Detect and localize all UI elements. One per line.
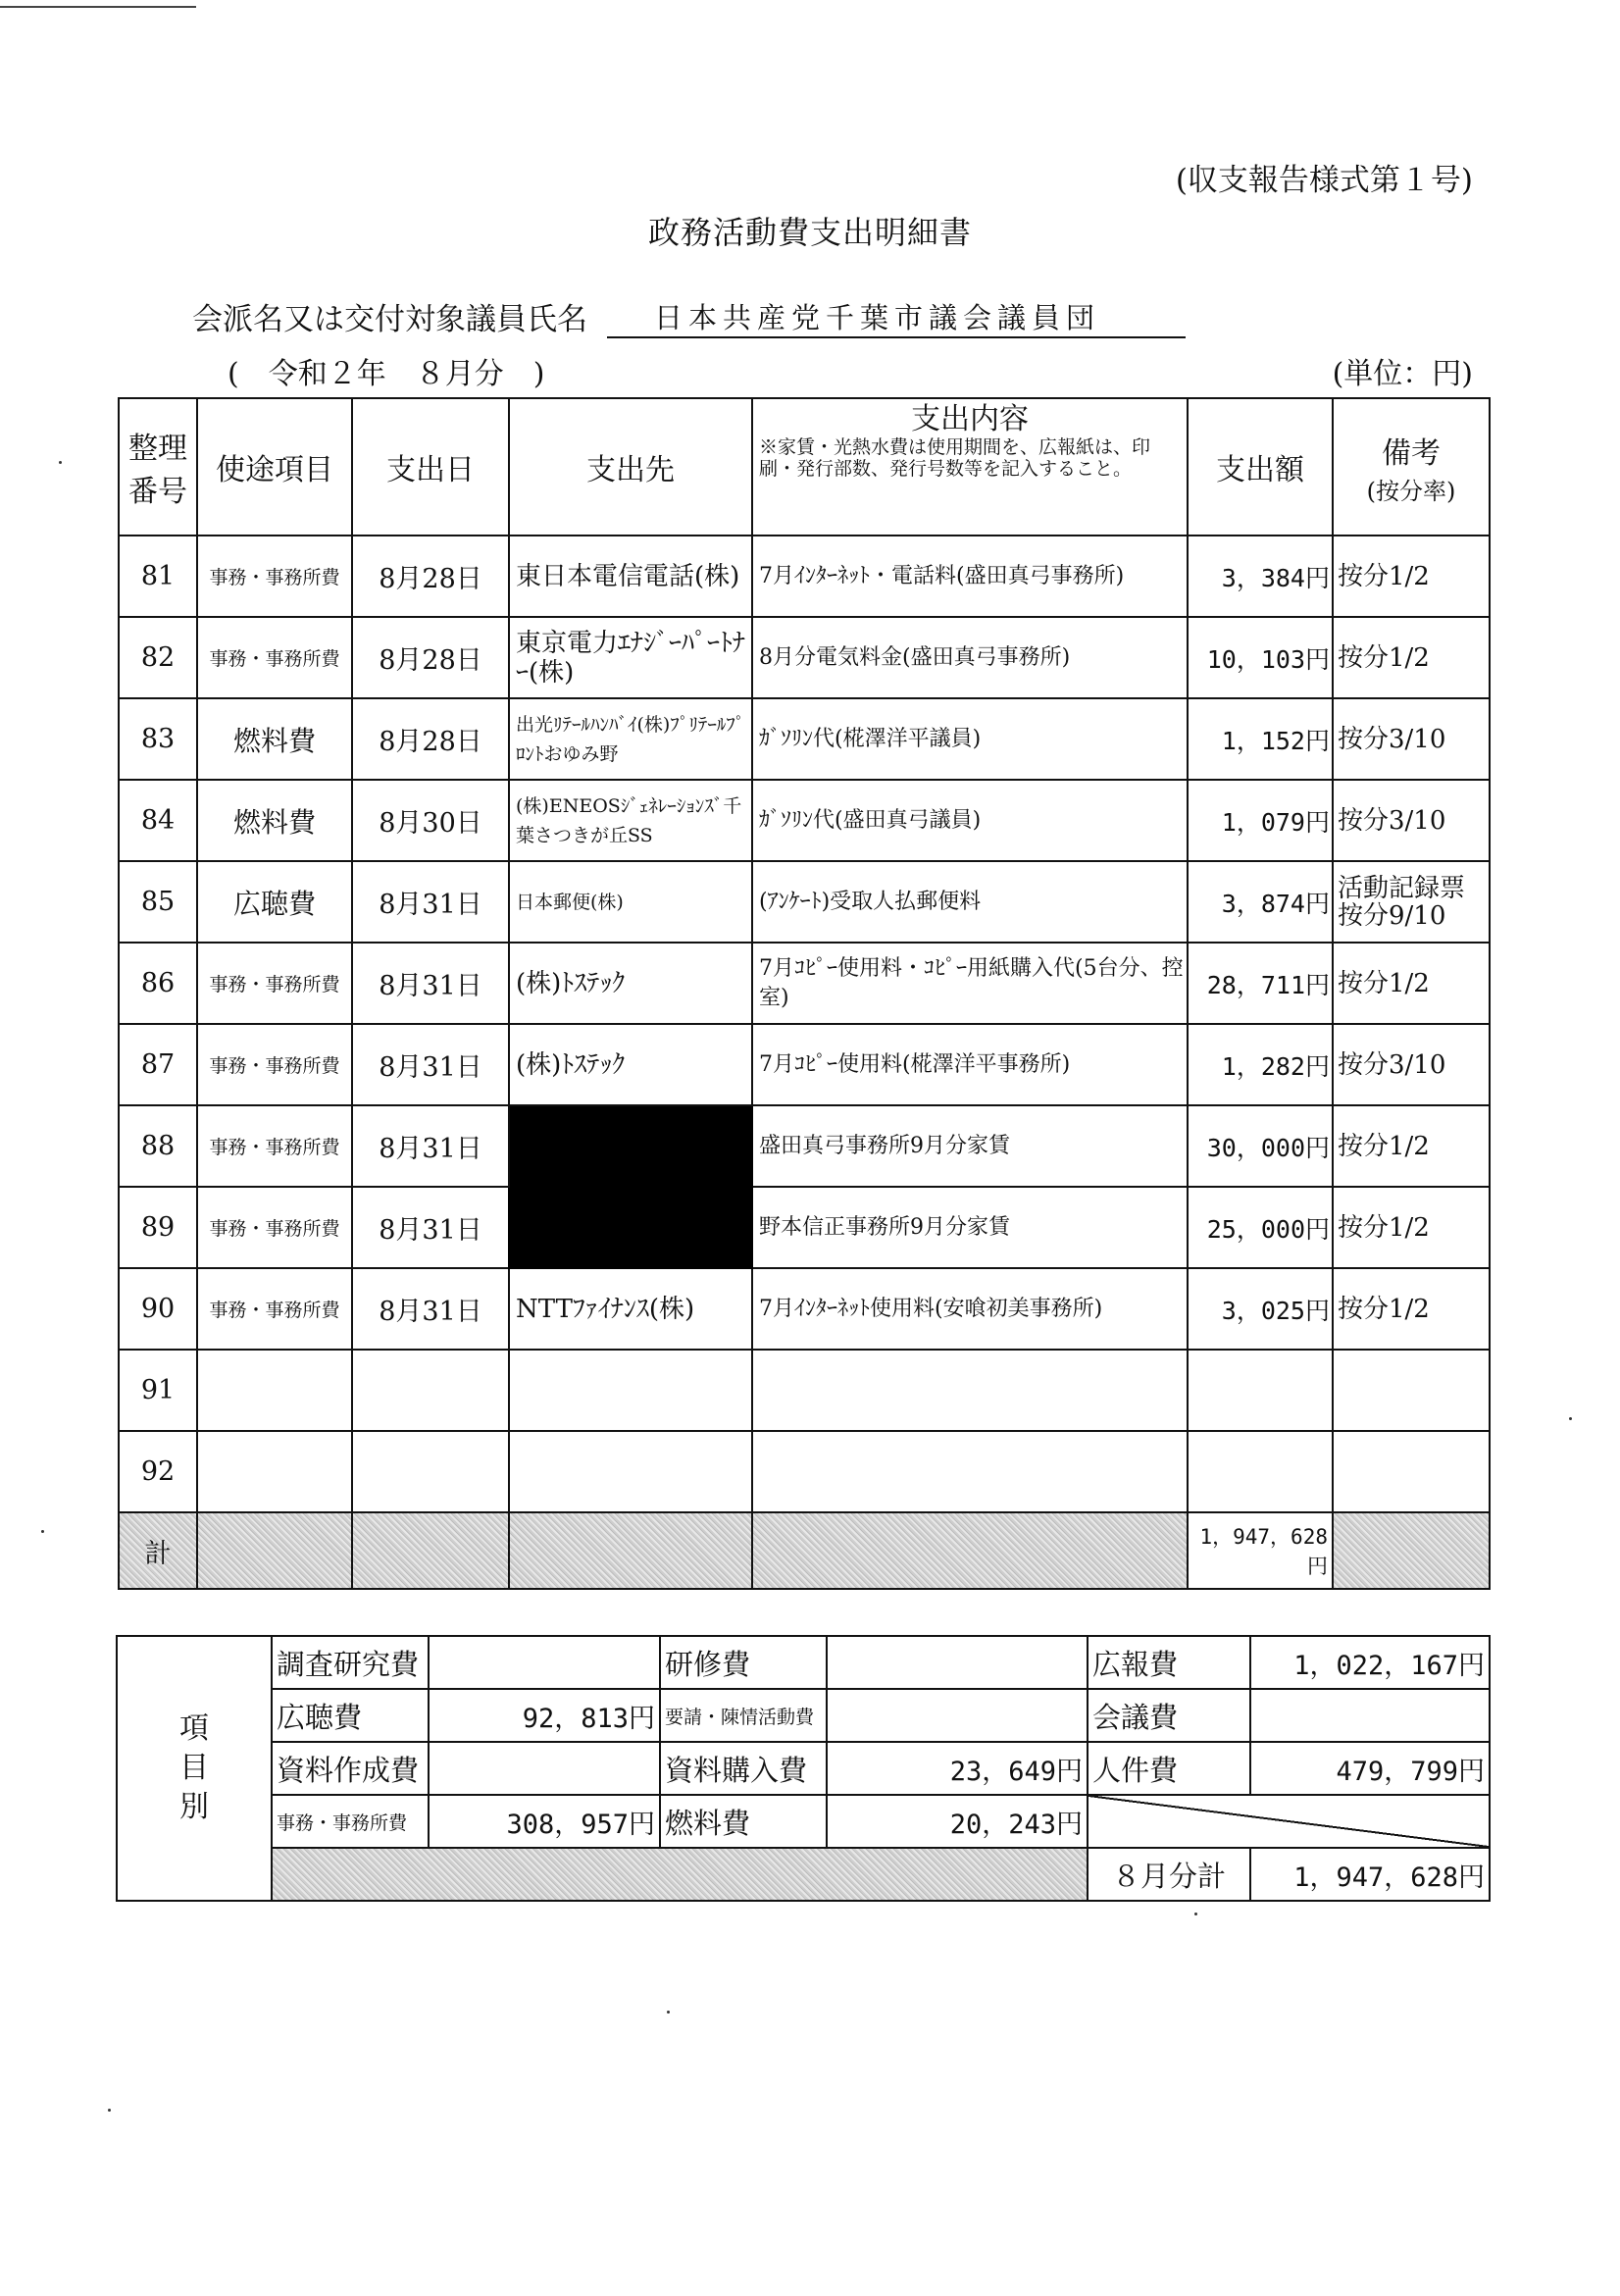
summary-row [117, 1742, 1490, 1795]
row-no: 82 [119, 617, 197, 698]
col-header-note-sub: (按分率) [1366, 477, 1456, 505]
row-note [1333, 1350, 1490, 1431]
table-row [119, 536, 1490, 617]
col-header-note [1333, 398, 1490, 536]
redacted-payee-block [509, 1105, 752, 1268]
row-no: 84 [119, 780, 197, 861]
total-shaded-cell [197, 1512, 352, 1589]
table-row [119, 1431, 1490, 1512]
row-no: 92 [119, 1431, 197, 1512]
row-use: 広聴費 [197, 861, 352, 943]
row-payee: (株)ﾄｽﾃｯｸ [509, 943, 752, 1024]
summary-value [827, 1689, 1088, 1742]
faction-label: 会派名又は交付対象議員氏名 [192, 302, 587, 337]
row-desc: 8月分電気料金(盛田真弓事務所) [752, 617, 1188, 698]
row-date [352, 1350, 509, 1431]
row-date [352, 1431, 509, 1512]
row-desc: 盛田真弓事務所9月分家賃 [752, 1105, 1188, 1187]
scan-artifact-line [0, 6, 196, 8]
summary-label: 資料購入費 [660, 1742, 827, 1795]
col-header-note-title: 備考 [1382, 435, 1441, 471]
row-payee: 東日本電信電話(株) [509, 536, 752, 617]
row-note: 按分3/10 [1333, 1024, 1490, 1105]
row-note: 活動記録票按分9/10 [1333, 861, 1490, 943]
summary-value: 23，649円 [827, 1742, 1088, 1795]
col-header-date: 支出日 [352, 398, 509, 536]
summary-value [429, 1742, 660, 1795]
summary-label: 広報費 [1088, 1636, 1250, 1689]
col-header-content-title: 支出内容 [911, 402, 1029, 436]
table-header-row [119, 398, 1490, 536]
row-date: 8月31日 [352, 1268, 509, 1350]
row-no: 86 [119, 943, 197, 1024]
table-row [119, 1105, 1490, 1187]
row-no: 81 [119, 536, 197, 617]
row-amount: 25，000円 [1188, 1187, 1333, 1268]
expense-table [118, 397, 1491, 1590]
table-row [119, 943, 1490, 1024]
row-use: 燃料費 [197, 698, 352, 780]
month-total-label: ８月分計 [1088, 1848, 1250, 1901]
faction-name: 日本共産党千葉市議会議員団 [607, 296, 1186, 338]
row-date: 8月31日 [352, 861, 509, 943]
row-date: 8月31日 [352, 943, 509, 1024]
row-use: 事務・事務所費 [197, 617, 352, 698]
summary-value: 1，022，167円 [1250, 1636, 1490, 1689]
row-payee: (株)ENEOSｼﾞｪﾈﾚｰｼｮﾝｽﾞ千葉さつきが丘SS [509, 780, 752, 861]
row-amount: 30，000円 [1188, 1105, 1333, 1187]
summary-label: 研修費 [660, 1636, 827, 1689]
col-header-no: 整理番号 [119, 398, 197, 536]
row-date: 8月28日 [352, 617, 509, 698]
summary-value: 308，957円 [429, 1795, 660, 1848]
row-note: 按分1/2 [1333, 1187, 1490, 1268]
col-header-content [752, 398, 1188, 536]
table-row [119, 617, 1490, 698]
scan-speck [1194, 1913, 1197, 1915]
summary-label: 会議費 [1088, 1689, 1250, 1742]
row-desc: 7月ｺﾋﾟｰ使用料・ｺﾋﾟｰ用紙購入代(5台分、控室) [752, 943, 1188, 1024]
row-use [197, 1431, 352, 1512]
table-row [119, 1268, 1490, 1350]
total-shaded-cell [752, 1512, 1188, 1589]
row-use [197, 1350, 352, 1431]
row-note: 按分1/2 [1333, 1105, 1490, 1187]
col-header-payee: 支出先 [509, 398, 752, 536]
row-note: 按分1/2 [1333, 617, 1490, 698]
row-use: 事務・事務所費 [197, 1105, 352, 1187]
scan-speck [59, 461, 62, 464]
row-date: 8月31日 [352, 1105, 509, 1187]
summary-value: 92，813円 [429, 1689, 660, 1742]
row-no: 85 [119, 861, 197, 943]
row-desc: 7月ｲﾝﾀｰﾈｯﾄ使用料(安喰初美事務所) [752, 1268, 1188, 1350]
row-payee: 出光ﾘﾃｰﾙﾊﾝﾊﾞｲ(株)ﾌﾟﾘﾃｰﾙﾌﾟﾛﾝﾄおゆみ野 [509, 698, 752, 780]
row-amount [1188, 1431, 1333, 1512]
row-amount: 1，282円 [1188, 1024, 1333, 1105]
row-no: 83 [119, 698, 197, 780]
total-shaded-cell [352, 1512, 509, 1589]
summary-label: 資料作成費 [272, 1742, 429, 1795]
col-header-amount: 支出額 [1188, 398, 1333, 536]
summary-total-row [117, 1848, 1490, 1901]
row-desc: 7月ｺﾋﾟｰ使用料(椛澤洋平事務所) [752, 1024, 1188, 1105]
row-note: 按分1/2 [1333, 943, 1490, 1024]
scan-speck [1569, 1417, 1572, 1420]
total-amount: 1，947，628円 [1188, 1512, 1333, 1589]
scan-speck [108, 2109, 111, 2112]
table-row [119, 698, 1490, 780]
table-row [119, 780, 1490, 861]
faction-row [192, 294, 1186, 338]
row-amount: 1，079円 [1188, 780, 1333, 861]
row-desc [752, 1350, 1188, 1431]
row-use: 燃料費 [197, 780, 352, 861]
month-total-value: 1，947，628円 [1250, 1848, 1490, 1901]
row-amount [1188, 1350, 1333, 1431]
document-title: 政務活動費支出明細書 [647, 214, 972, 251]
summary-row [117, 1795, 1490, 1848]
table-row [119, 861, 1490, 943]
form-number: (収支報告様式第１号) [1175, 163, 1473, 198]
scan-speck [667, 2011, 670, 2014]
scan-speck [41, 1530, 44, 1533]
summary-value [1250, 1689, 1490, 1742]
summary-row [117, 1689, 1490, 1742]
summary-label: 人件費 [1088, 1742, 1250, 1795]
row-date: 8月30日 [352, 780, 509, 861]
total-row [119, 1512, 1490, 1589]
row-use: 事務・事務所費 [197, 943, 352, 1024]
row-use: 事務・事務所費 [197, 536, 352, 617]
summary-shaded-cell [272, 1848, 1088, 1901]
row-date: 8月31日 [352, 1187, 509, 1268]
row-amount: 3，384円 [1188, 536, 1333, 617]
table-row [119, 1350, 1490, 1431]
unit-label: (単位：円) [1332, 357, 1473, 391]
summary-diagonal-blank [1088, 1795, 1490, 1848]
row-note: 按分1/2 [1333, 536, 1490, 617]
row-payee: (株)ﾄｽﾃｯｸ [509, 1024, 752, 1105]
row-payee [509, 1431, 752, 1512]
row-date: 8月28日 [352, 536, 509, 617]
row-no: 89 [119, 1187, 197, 1268]
row-no: 87 [119, 1024, 197, 1105]
row-use: 事務・事務所費 [197, 1187, 352, 1268]
row-desc: ｶﾞｿﾘﾝ代(盛田真弓議員) [752, 780, 1188, 861]
total-shaded-cell [1333, 1512, 1490, 1589]
summary-label: 事務・事務所費 [272, 1795, 429, 1848]
row-date: 8月28日 [352, 698, 509, 780]
row-desc: 7月ｲﾝﾀｰﾈｯﾄ・電話料(盛田真弓事務所) [752, 536, 1188, 617]
summary-value: 20，243円 [827, 1795, 1088, 1848]
table-row [119, 1024, 1490, 1105]
table-row [119, 1187, 1490, 1268]
summary-value: 479，799円 [1250, 1742, 1490, 1795]
summary-value [827, 1636, 1088, 1689]
col-header-content-note: ※家賃・光熱水費は使用期間を、広報紙は、印刷・発行部数、発行号数等を記入すること。 [759, 436, 1151, 480]
summary-value [429, 1636, 660, 1689]
row-payee [509, 1350, 752, 1431]
row-desc: ｶﾞｿﾘﾝ代(椛澤洋平議員) [752, 698, 1188, 780]
col-header-use: 使途項目 [197, 398, 352, 536]
row-payee: NTTﾌｧｲﾅﾝｽ(株) [509, 1268, 752, 1350]
row-payee: 日本郵便(株) [509, 861, 752, 943]
row-amount: 28，711円 [1188, 943, 1333, 1024]
row-note: 按分1/2 [1333, 1268, 1490, 1350]
row-desc: (ｱﾝｹｰﾄ)受取人払郵便料 [752, 861, 1188, 943]
row-no: 88 [119, 1105, 197, 1187]
summary-side-text: 項目別 [179, 1711, 209, 1824]
row-amount: 1，152円 [1188, 698, 1333, 780]
row-date: 8月31日 [352, 1024, 509, 1105]
row-note [1333, 1431, 1490, 1512]
row-use: 事務・事務所費 [197, 1268, 352, 1350]
summary-label: 広聴費 [272, 1689, 429, 1742]
summary-label: 燃料費 [660, 1795, 827, 1848]
total-shaded-cell [509, 1512, 752, 1589]
row-note: 按分3/10 [1333, 780, 1490, 861]
row-no: 91 [119, 1350, 197, 1431]
row-payee: 東京電力ｴﾅｼﾞｰﾊﾟｰﾄﾅｰ(株) [509, 617, 752, 698]
row-use: 事務・事務所費 [197, 1024, 352, 1105]
total-label: 計 [119, 1512, 197, 1589]
summary-label: 要請・陳情活動費 [660, 1689, 827, 1742]
row-desc [752, 1431, 1188, 1512]
row-desc: 野本信正事務所9月分家賃 [752, 1187, 1188, 1268]
summary-row [117, 1636, 1490, 1689]
row-amount: 3，874円 [1188, 861, 1333, 943]
summary-label: 調査研究費 [272, 1636, 429, 1689]
row-no: 90 [119, 1268, 197, 1350]
row-amount: 10，103円 [1188, 617, 1333, 698]
category-summary-table [116, 1635, 1491, 1902]
summary-side-label [117, 1636, 272, 1901]
row-note: 按分3/10 [1333, 698, 1490, 780]
row-amount: 3，025円 [1188, 1268, 1333, 1350]
period-label: ( 令和２年 ８月分 ) [228, 357, 545, 391]
